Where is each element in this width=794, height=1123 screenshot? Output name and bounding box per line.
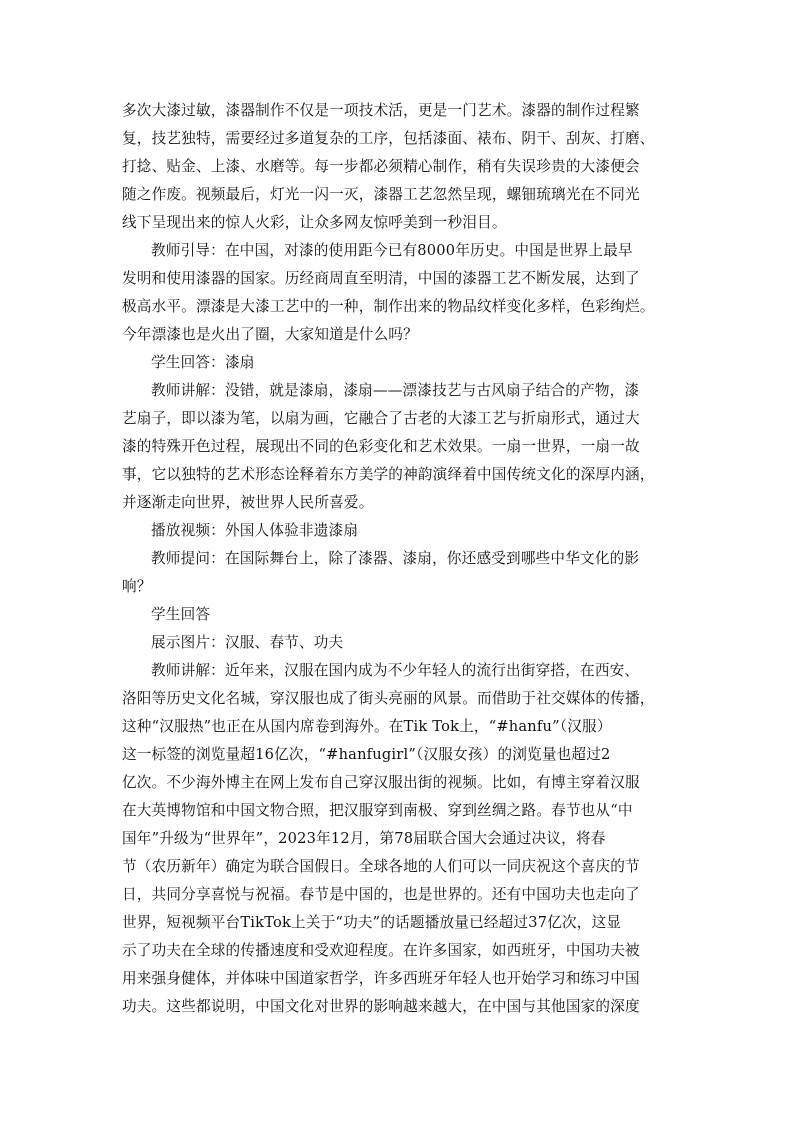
text-line: 并逐渐走向世界，被世界人民所喜爱。 — [122, 494, 374, 511]
text-line: 这种“汉服热”也正在从国内席卷到海外。在Tik Tok上，“#hanfu”（汉服） — [122, 718, 612, 735]
text-line: 响？ — [122, 578, 152, 595]
paragraph — [122, 377, 677, 517]
text-line: 播放视频：外国人体验非遗漆扇 — [151, 522, 359, 539]
text-line: 线下呈现出来的惊人火彩，让众多网友惊呼美到一秒泪目。 — [122, 214, 507, 231]
text-line: 世界，短视频平台TikTok上关于“功夫”的话题播放量已经超过37亿次，这显 — [122, 914, 622, 931]
text-line: 随之作废。视频最后，灯光一闪一灭，漆器工艺忽然呈现，螺钿琉璃光在不同光 — [122, 186, 640, 203]
text-line: 国年”升级为“世界年”，2023年12月，第78届联合国大会通过决议，将春 — [122, 830, 606, 847]
text-line: 亿次。不少海外博主在网上发布自己穿汉服出街的视频。比如，有博主穿着汉服 — [122, 774, 640, 791]
text-line: 在大英博物馆和中国文物合照，把汉服穿到南极、穿到丝绸之路。春节也从“中 — [122, 802, 633, 819]
text-line: 学生回答：漆扇 — [151, 354, 255, 371]
text-line: 功夫。这些都说明，中国文化对世界的影响越来越大，在中国与其他国家的深度 — [122, 998, 640, 1015]
text-line: 展示图片：汉服、春节、功夫 — [151, 634, 344, 651]
text-line: 教师提问：在国际舞台上，除了漆器、漆扇，你还感受到哪些中华文化的影 — [151, 550, 640, 567]
paragraph — [122, 97, 677, 237]
text-line: 打捻、贴金、上漆、水磨等。每一步都必须精心制作，稍有失误珍贵的大漆便会 — [122, 158, 640, 175]
paragraph — [122, 237, 677, 349]
text-line: 今年漂漆也是火出了圈，大家知道是什么吗？ — [122, 326, 418, 343]
text-line: 教师讲解：近年来，汉服在国内成为不少年轻人的流行出街穿搭，在西安、 — [151, 662, 640, 679]
paragraph — [122, 601, 677, 629]
text-line: 发明和使用漆器的国家。历经商周直至明清，中国的漆器工艺不断发展，达到了 — [122, 270, 640, 287]
text-line: 学生回答 — [151, 606, 211, 623]
text-line: 教师讲解：没错，就是漆扇，漆扇——漂漆技艺与古风扇子结合的产物，漆 — [151, 382, 640, 399]
text-line: 这一标签的浏览量超16亿次，“#hanfugirl”（汉服女孩）的浏览量也超过2 — [122, 746, 611, 763]
text-line: 复，技艺独特，需要经过多道复杂的工序，包括漆面、裱布、阴干、刮灰、打磨、 — [122, 130, 655, 147]
document-body — [122, 97, 677, 1021]
text-line: 日，共同分享喜悦与祝福。春节是中国的，也是世界的。还有中国功夫也走向了 — [122, 886, 640, 903]
text-line: 极高水平。漂漆是大漆工艺中的一种，制作出来的物品纹样变化多样，色彩绚烂。 — [122, 298, 655, 315]
paragraph — [122, 657, 677, 1021]
text-line: 节（农历新年）确定为联合国假日。全球各地的人们可以一同庆祝这个喜庆的节 — [122, 858, 640, 875]
text-line: 艺扇子，即以漆为笔，以扇为画，它融合了古老的大漆工艺与折扇形式，通过大 — [122, 410, 640, 427]
paragraph — [122, 349, 677, 377]
text-line: 洛阳等历史文化名城，穿汉服也成了街头亮丽的风景。而借助于社交媒体的传播， — [122, 690, 655, 707]
paragraph — [122, 545, 677, 601]
paragraph — [122, 629, 677, 657]
text-line: 漆的特殊开色过程，展现出不同的色彩变化和艺术效果。一扇一世界，一扇一故 — [122, 438, 640, 455]
text-line: 事，它以独特的艺术形态诠释着东方美学的神韵演绎着中国传统文化的深厚内涵， — [122, 466, 655, 483]
paragraph — [122, 517, 677, 545]
text-line: 教师引导：在中国，对漆的使用距今已有8000年历史。中国是世界上最早 — [151, 242, 633, 259]
text-line: 用来强身健体，并体味中国道家哲学，许多西班牙年轻人也开始学习和练习中国 — [122, 970, 640, 987]
text-line: 多次大漆过敏，漆器制作不仅是一项技术活，更是一门艺术。漆器的制作过程繁 — [122, 102, 640, 119]
text-line: 示了功夫在全球的传播速度和受欢迎程度。在许多国家，如西班牙，中国功夫被 — [122, 942, 640, 959]
